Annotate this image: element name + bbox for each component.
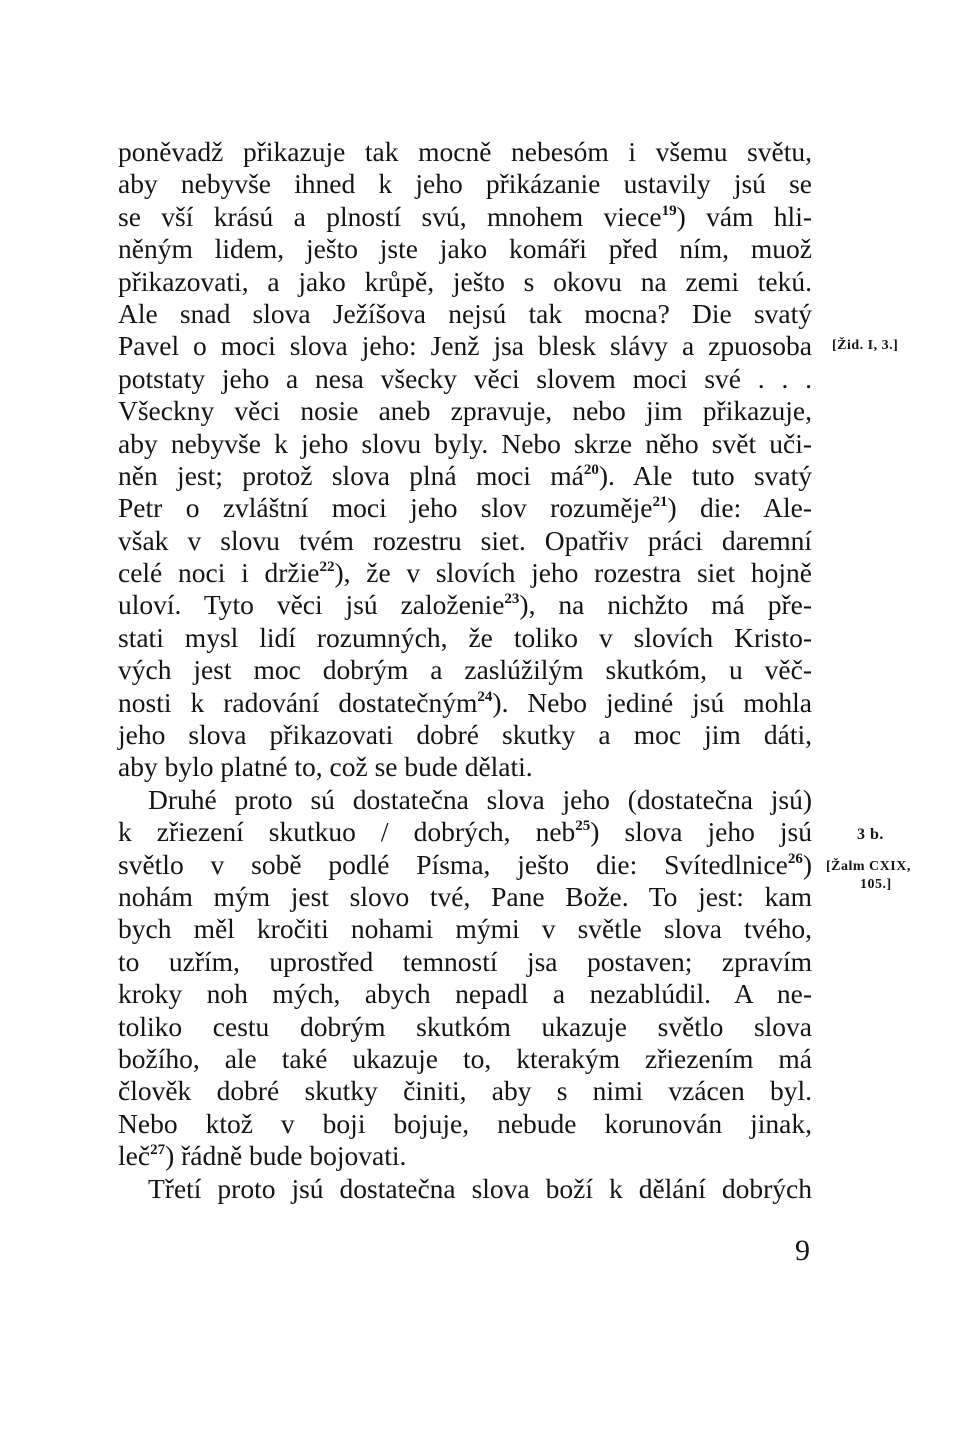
text-segment: však v slovu tvém rozestru siet. Opatřiv práci daremní [118,524,812,556]
text-line [118,913,812,945]
text-segment: Ale snad slova Ježíšova nejsú tak mocna? Die svatý [118,297,812,329]
text-line [118,751,812,783]
text-line [118,428,812,460]
text-line [118,719,812,751]
text-line [118,622,812,654]
footnote-ref: 20 [583,461,599,478]
text-line [118,687,812,719]
text-line [118,1173,812,1205]
text-segment: poněvadž přikazuje tak mocně nebesóm i všemu světu, [118,136,812,167]
text-segment: Druhé proto sú dostatečna slova jeho (dostatečna jsú) [148,783,812,815]
text-segment: Petr o zvláštní moci jeho slov rozuměje [118,492,653,524]
text-segment: aby nebyvše k jeho slovu byly. Nebo skrze něho svět uči- [118,427,812,459]
text-line [118,816,812,848]
text-segment: ) řádně bude bojovati. [165,1140,407,1172]
text-line [118,557,812,589]
text-segment: božího, ale také ukazuje to, kterakým zřiezením má [118,1042,812,1074]
text-line [118,460,812,492]
text-line [118,201,812,233]
text-segment: nohám mým jest slovo tvé, Pane Bože. To jest: kam [118,880,812,912]
text-segment: ) [802,848,812,880]
text-segment: ) die: Ale- [667,492,812,524]
footnote-ref: 25 [575,818,591,835]
text-segment: ), na nichžto má pře- [519,589,812,621]
text-segment: ). Ale tuto svatý [598,459,812,491]
text-segment: ) vám hli- [676,200,812,232]
text-segment: uloví. Tyto věci jsú založenie [118,589,505,621]
footnote-ref: 24 [477,688,493,705]
text-segment: vých jest moc dobrým a zaslúžilým skutkóm, u věč- [118,654,812,686]
text-line [118,168,812,200]
text-line [118,1108,812,1140]
body-text [118,136,812,1205]
text-line [118,363,812,395]
text-line [118,330,812,362]
text-segment: celé noci i držie [118,557,320,589]
text-line [118,1011,812,1043]
text-segment: Nebo ktož v boji bojuje, nebude korunován jinak, [118,1107,812,1139]
text-line [118,1075,812,1107]
margin-note-zid: [Žid. I, 3.] [832,338,899,353]
text-segment: ) slova jeho jsú [590,816,812,848]
text-line [118,1043,812,1075]
text-segment: potstaty jeho a nesa všecky věci slovem moci své . . . [118,362,812,394]
text-segment: jeho slova přikazovati dobré skutky a moc jim dáti, [118,719,812,751]
text-segment: Všeckny věci nosie aneb zpravuje, nebo jim přikazuje, [118,395,812,427]
footnote-ref: 21 [652,494,668,511]
text-line [118,233,812,265]
text-segment: člověk dobré skutky činiti, aby s nimi vzácen byl. [118,1075,812,1107]
text-line [118,946,812,978]
text-line [118,1140,812,1172]
text-line [118,784,812,816]
text-segment: se vší krású a plností svú, mnohem viece [118,200,662,232]
footnote-ref: 23 [504,591,520,608]
text-line [118,654,812,686]
text-segment: stati mysl lidí rozumných, že toliko v slovích Kristo- [118,621,812,653]
footnote-ref: 19 [661,202,677,219]
page-number: 9 [795,1234,810,1267]
text-line [118,266,812,298]
text-line [118,525,812,557]
text-line [118,298,812,330]
text-segment: něným lidem, ješto jste jako komáři před ním, muož [118,233,812,265]
text-line [118,881,812,913]
margin-note-zalm-2: 105.] [860,877,892,892]
text-segment: ), že v slovích jeho rozestra siet hojně [334,557,812,589]
text-segment: leč [118,1140,151,1172]
text-line [118,136,812,168]
text-line [118,395,812,427]
text-segment: bych měl kročiti nohami mými v světle slova tvého, [118,913,812,945]
text-line [118,849,812,881]
margin-note-folio: 3 b. [857,826,884,843]
text-segment: ). Nebo jediné jsú mohla [492,686,812,718]
footnote-ref: 22 [319,559,335,576]
text-line [118,589,812,621]
text-segment: aby nebyvše ihned k jeho přikázanie ustavily jsú se [118,168,812,200]
margin-note-zalm-1: [Žalm CXIX, [826,859,911,874]
text-segment: kroky noh mých, abych nepadl a nezablúdil. A ne- [118,978,812,1010]
text-segment: světlo v sobě podlé Písma, ješto die: Svítedlnice [118,848,788,880]
text-segment: toliko cestu dobrým skutkóm ukazuje světlo slova [118,1010,812,1042]
text-segment: aby bylo platné to, což se bude dělati. [118,751,533,783]
text-line [118,492,812,524]
text-line [118,978,812,1010]
footnote-ref: 27 [150,1142,166,1159]
text-segment: to uzřím, uprostřed temností jsa postaven; zpravím [118,945,812,977]
text-segment: Pavel o moci slova jeho: Jenž jsa blesk slávy a zpuosoba [118,330,812,362]
text-segment: Třetí proto jsú dostatečna slova boží k dělání dobrých [148,1172,812,1204]
text-segment: nosti k radování dostatečným [118,686,478,718]
text-segment: přikazovati, a jako krůpě, ješto s okovu na zemi tekú. [118,265,812,297]
footnote-ref: 26 [787,850,803,867]
text-segment: něn jest; protož slova plná moci má [118,459,584,491]
text-segment: k zřiezení skutkuo / dobrých, neb [118,816,576,848]
